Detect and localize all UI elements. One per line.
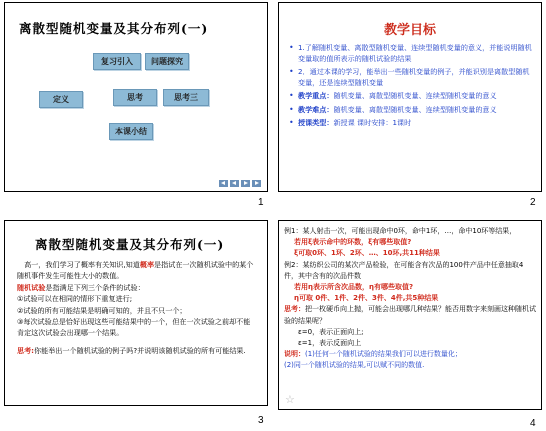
list-item: • 教学重点：随机变量、离散型随机变量、连续型随机变量的意义 xyxy=(298,91,535,102)
first-icon[interactable] xyxy=(219,180,228,187)
page-number: 1 xyxy=(258,197,264,208)
page-number: 2 xyxy=(530,197,536,208)
condition-2: ②试验的所有可能结果是明确可知的，并且不只一个； xyxy=(17,305,187,315)
slide-title: 离散型随机变量及其分布列(一) xyxy=(19,21,209,36)
slide-2[interactable] xyxy=(278,2,542,192)
condition-3: ③每次试验总是恰好出现这些可能结果中的一个，但在一次试验之前却不能肯定这次试验会出现哪一个结果。 xyxy=(17,317,251,338)
intro-paragraph: 高一，我们学习了概率有关知识,知道概率是指试在一次随机试验中的某个随机事件发生可能性大小的数值。 xyxy=(17,260,254,281)
example-2-answer: η可取 0件、1件、2件、3件、4件,共5种结果 xyxy=(294,294,439,303)
summary-box[interactable]: 本课小结 xyxy=(109,123,153,140)
slide-body xyxy=(17,259,257,356)
objective-list xyxy=(287,43,535,132)
slide-title: 教学目标 xyxy=(383,23,436,38)
list-item: • 授课类型：新授课 课时安排：1课时 xyxy=(298,118,535,129)
example1-box[interactable]: 思考 xyxy=(113,89,157,106)
list-item: • 1.了解随机变量、离散型随机变量、连续型随机变量的意义，并能说明随机变量取的值所表示的随机试验的结果 xyxy=(298,43,535,64)
definition-box[interactable]: 定义 xyxy=(39,91,83,108)
slide-1[interactable] xyxy=(4,2,268,192)
page-number: 3 xyxy=(258,415,264,426)
prev-icon[interactable] xyxy=(230,180,239,187)
slide-4[interactable] xyxy=(278,220,542,410)
example-1-answer: ξ可取0环、1环、2环、…、10环,共11种结果 xyxy=(294,249,440,258)
slide-nav[interactable] xyxy=(219,180,261,187)
slide-body xyxy=(284,226,537,372)
example-1-question: 若用ξ表示命中的环数，ξ有哪些取值? xyxy=(294,238,412,247)
star-icon[interactable]: ☆ xyxy=(285,393,295,406)
epsilon-0: ε=0，表示正面向上; xyxy=(298,327,364,336)
slide-title: 离散型随机变量及其分布列(一) xyxy=(35,237,225,252)
condition-1: ①试验可以在相同的情形下重复进行; xyxy=(17,294,133,304)
epsilon-1: ε=1，表示反面向上 xyxy=(298,339,362,348)
review-box[interactable]: 复习引入 xyxy=(93,53,141,70)
think-line: 思考:你能举出一个随机试验的例子吗?并说明该随机试验的所有可能结果. xyxy=(17,345,246,355)
example3-box[interactable]: 思考三 xyxy=(163,89,209,106)
definition-line: 随机试验是指满足下列三个条件的试验： xyxy=(17,282,145,292)
list-item: • 教学难点：随机变量、离散型随机变量、连续型随机变量的意义 xyxy=(298,105,535,116)
note-line: 说明：(1)任何一个随机试验的结果我们可以进行数量化； xyxy=(284,350,462,359)
last-icon[interactable] xyxy=(252,180,261,187)
list-item: • 2．通过本课的学习，能举出一些随机变量的例子，并能识别是离散型随机变量，还是连续型随机变量 xyxy=(298,67,535,88)
think-line: 思考：把一枚硬币向上抛，可能会出现哪几种结果？能否用数字来刻画这种随机试验的结果呢？ xyxy=(284,305,536,325)
question-box[interactable]: 问题探究 xyxy=(145,53,189,70)
note-line-2: (2)同一个随机试验的结果,可以赋不同的数值. xyxy=(284,361,425,370)
example-2-question: 若用η表示所含次品数，η有哪些取值? xyxy=(294,283,414,292)
page-number: 4 xyxy=(530,418,536,429)
example-1: 例1：某人射击一次，可能出现命中0环，命中1环，…，命中10环等结果， xyxy=(284,227,517,235)
example-2: 例2：某纺织公司的某次产品检验，在可能含有次品的100件产品中任意抽取4件，其中含有的次品件数 xyxy=(284,260,524,280)
slide-3[interactable] xyxy=(4,220,268,406)
next-icon[interactable] xyxy=(241,180,250,187)
